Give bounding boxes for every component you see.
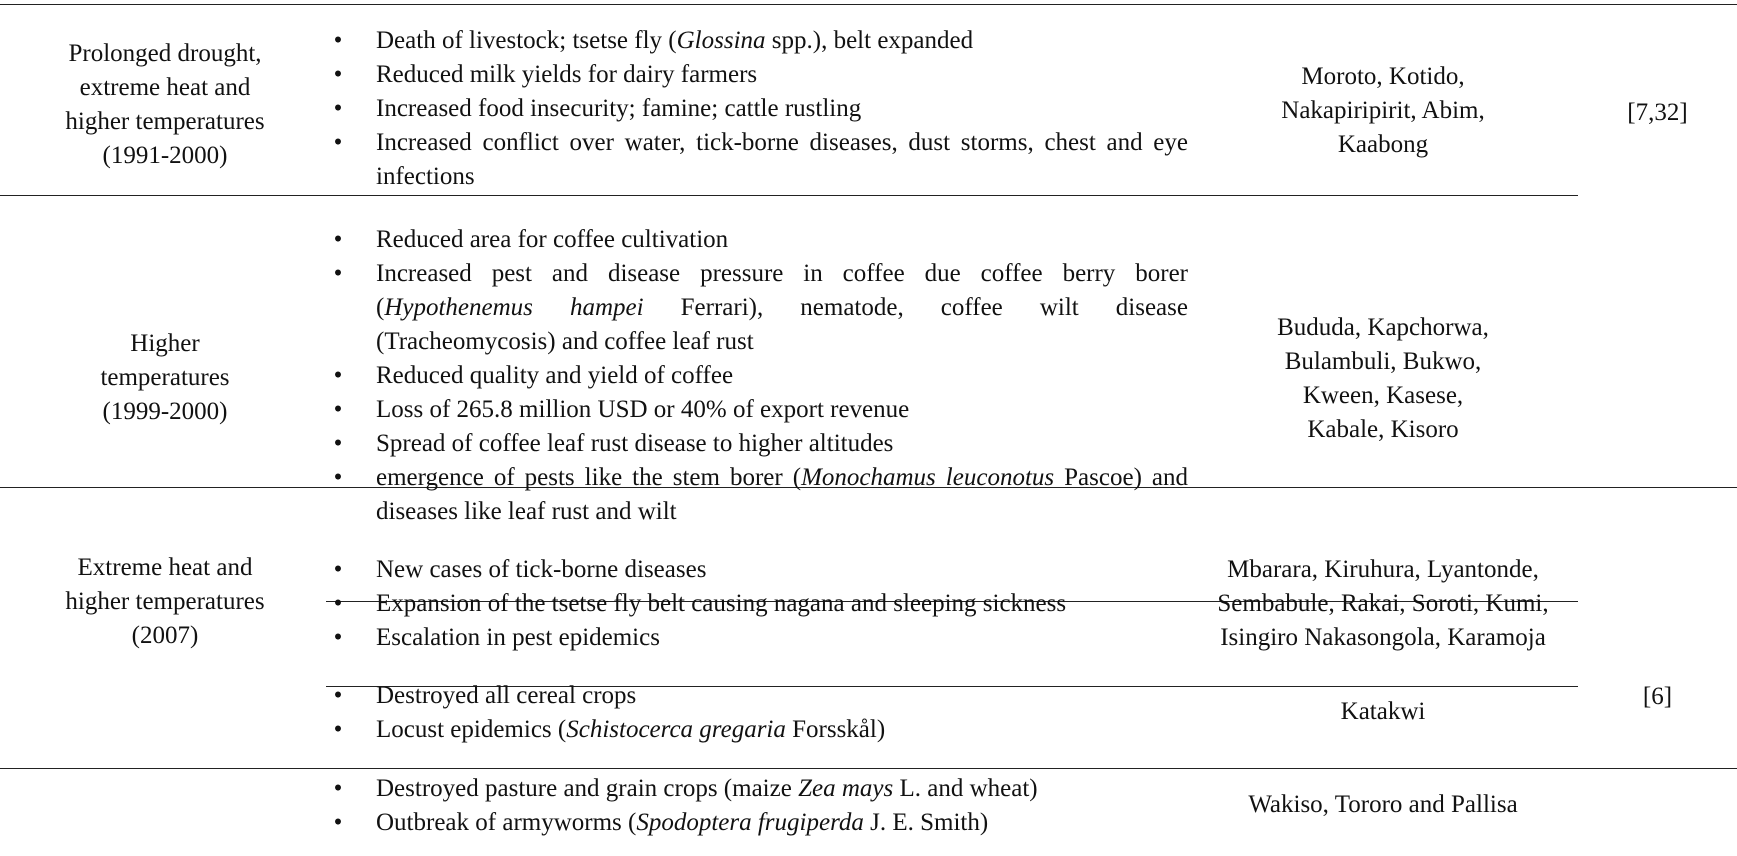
bullet-icon: • <box>333 464 343 491</box>
effect-segment: L. and wheat) <box>893 775 1038 802</box>
effect-item <box>328 806 1188 840</box>
effect-text <box>376 359 1188 393</box>
species-name: Monochamus leuconotus <box>801 464 1055 491</box>
effect-segment: Locust epidemics ( <box>376 716 567 743</box>
effect-item <box>328 587 1188 621</box>
effect-item <box>328 257 1188 359</box>
hazard-cell: Higher temperatures (1999-2000) <box>100 330 230 425</box>
bullet-icon: • <box>333 61 343 88</box>
effect-item <box>328 621 1188 655</box>
effect-segment: Forsskål) <box>785 716 886 743</box>
effect-text <box>376 587 1188 621</box>
effect-segment: spp.), belt expanded <box>765 27 974 54</box>
effects-list <box>328 24 1188 194</box>
bullet-icon: • <box>333 260 343 287</box>
effect-text <box>376 713 1188 747</box>
bullet-icon: • <box>333 27 343 54</box>
effects-list <box>328 553 1188 655</box>
bullet-icon: • <box>333 775 343 802</box>
effect-item <box>328 553 1188 587</box>
districts-cell: Katakwi <box>1340 698 1426 725</box>
effect-text <box>376 806 1188 840</box>
effect-segment: Pascoe) and diseases like leaf rust and wilt <box>376 464 1189 525</box>
bullet-icon: • <box>333 430 343 457</box>
effects-bullets <box>328 24 1188 194</box>
effect-item <box>328 223 1188 257</box>
bullet-icon: • <box>333 362 343 389</box>
effect-text <box>376 223 1188 257</box>
effects-list <box>328 679 1188 747</box>
effects-bullets <box>328 553 1188 655</box>
effect-segment: Increased food insecurity; famine; cattle rustling <box>376 95 862 122</box>
effects-bullets <box>328 772 1188 840</box>
bullet-icon: • <box>333 95 343 122</box>
effect-text <box>376 24 1188 58</box>
reference-cell: [6] <box>1642 683 1673 710</box>
effect-text <box>376 461 1188 529</box>
effect-segment: J. E. Smith) <box>863 809 989 836</box>
bullet-icon: • <box>333 682 343 709</box>
species-name: Zea mays <box>798 775 894 802</box>
effect-segment: Increased pest and disease pressure in coffee due coffee berry borer ( <box>376 260 1188 321</box>
effect-segment: Escalation in pest epidemics <box>376 624 660 651</box>
effects-bullets <box>328 679 1188 747</box>
effect-text <box>376 553 1188 587</box>
hazard-cell: Prolonged drought, extreme heat and higher temperatures (1991-2000) <box>65 40 265 169</box>
effect-segment: Reduced quality and yield of coffee <box>376 362 734 389</box>
bullet-icon: • <box>333 556 343 583</box>
effect-text <box>376 393 1188 427</box>
effect-segment: Death of livestock; tsetse fly ( <box>376 27 677 54</box>
species-name: Glossina <box>676 27 766 54</box>
hazard-cell: Extreme heat and higher temperatures (2007) <box>65 554 265 649</box>
effect-item <box>328 427 1188 461</box>
effect-segment: Increased conflict over water, tick-borne diseases, dust storms, chest and eye infections <box>376 129 1188 190</box>
effect-item <box>328 393 1188 427</box>
bullet-icon: • <box>333 129 343 156</box>
species-name: Hypothenemus hampei <box>384 294 644 321</box>
bullet-icon: • <box>333 590 343 617</box>
effect-segment: Spread of coffee leaf rust disease to higher altitudes <box>376 430 894 457</box>
effect-segment: New cases of tick-borne diseases <box>376 556 707 583</box>
effect-segment: Outbreak of armyworms ( <box>376 809 637 836</box>
effect-item <box>328 461 1188 529</box>
effect-text <box>376 257 1188 359</box>
districts-cell: Mbarara, Kiruhura, Lyantonde, Sembabule, Rakai, Soroti, Kumi, Isingiro Nakasongola, Karamoja <box>1217 556 1549 651</box>
effect-segment: Ferrari), nematode, coffee wilt disease (Tracheomycosis) and coffee leaf rust <box>376 294 1188 355</box>
effect-item <box>328 359 1188 393</box>
effect-segment: Destroyed all cereal crops <box>376 682 637 709</box>
species-name: Schistocerca gregaria <box>566 716 786 743</box>
effect-item <box>328 92 1188 126</box>
effect-text <box>376 772 1188 806</box>
effect-item <box>328 679 1188 713</box>
effect-text <box>376 126 1188 194</box>
effect-text <box>376 427 1188 461</box>
effect-segment: Loss of 265.8 million USD or 40% of export revenue <box>376 396 910 423</box>
row-divider <box>0 195 1578 196</box>
effect-item <box>328 58 1188 92</box>
bottom-rule <box>0 768 1737 769</box>
districts-cell: Moroto, Kotido, Nakapiripirit, Abim, Kaabong <box>1281 63 1485 158</box>
top-rule <box>0 4 1737 5</box>
bullet-icon: • <box>333 716 343 743</box>
effect-segment: Reduced area for coffee cultivation <box>376 226 729 253</box>
effects-bullets <box>328 223 1188 529</box>
bullet-icon: • <box>333 809 343 836</box>
bullet-icon: • <box>333 226 343 253</box>
effect-text <box>376 58 1188 92</box>
bullet-icon: • <box>333 396 343 423</box>
effect-text <box>376 92 1188 126</box>
effect-text <box>376 679 1188 713</box>
effect-item <box>328 24 1188 58</box>
effect-segment: Destroyed pasture and grain crops (maize <box>376 775 799 802</box>
districts-cell: Wakiso, Tororo and Pallisa <box>1248 791 1518 818</box>
species-name: Spodoptera frugiperda <box>636 809 864 836</box>
effect-item <box>328 126 1188 194</box>
effect-segment: emergence of pests like the stem borer ( <box>376 464 802 491</box>
effects-list <box>328 223 1188 529</box>
effect-item <box>328 713 1188 747</box>
districts-cell: Bududa, Kapchorwa, Bulambuli, Bukwo, Kween, Kasese, Kabale, Kisoro <box>1277 314 1489 443</box>
bullet-icon: • <box>333 624 343 651</box>
effect-segment: Reduced milk yields for dairy farmers <box>376 61 758 88</box>
effects-list <box>328 772 1188 840</box>
effect-item <box>328 772 1188 806</box>
effect-text <box>376 621 1188 655</box>
effect-segment: Expansion of the tsetse fly belt causing nagana and sleeping sickness <box>376 590 1067 617</box>
reference-cell: [7,32] <box>1627 99 1688 126</box>
